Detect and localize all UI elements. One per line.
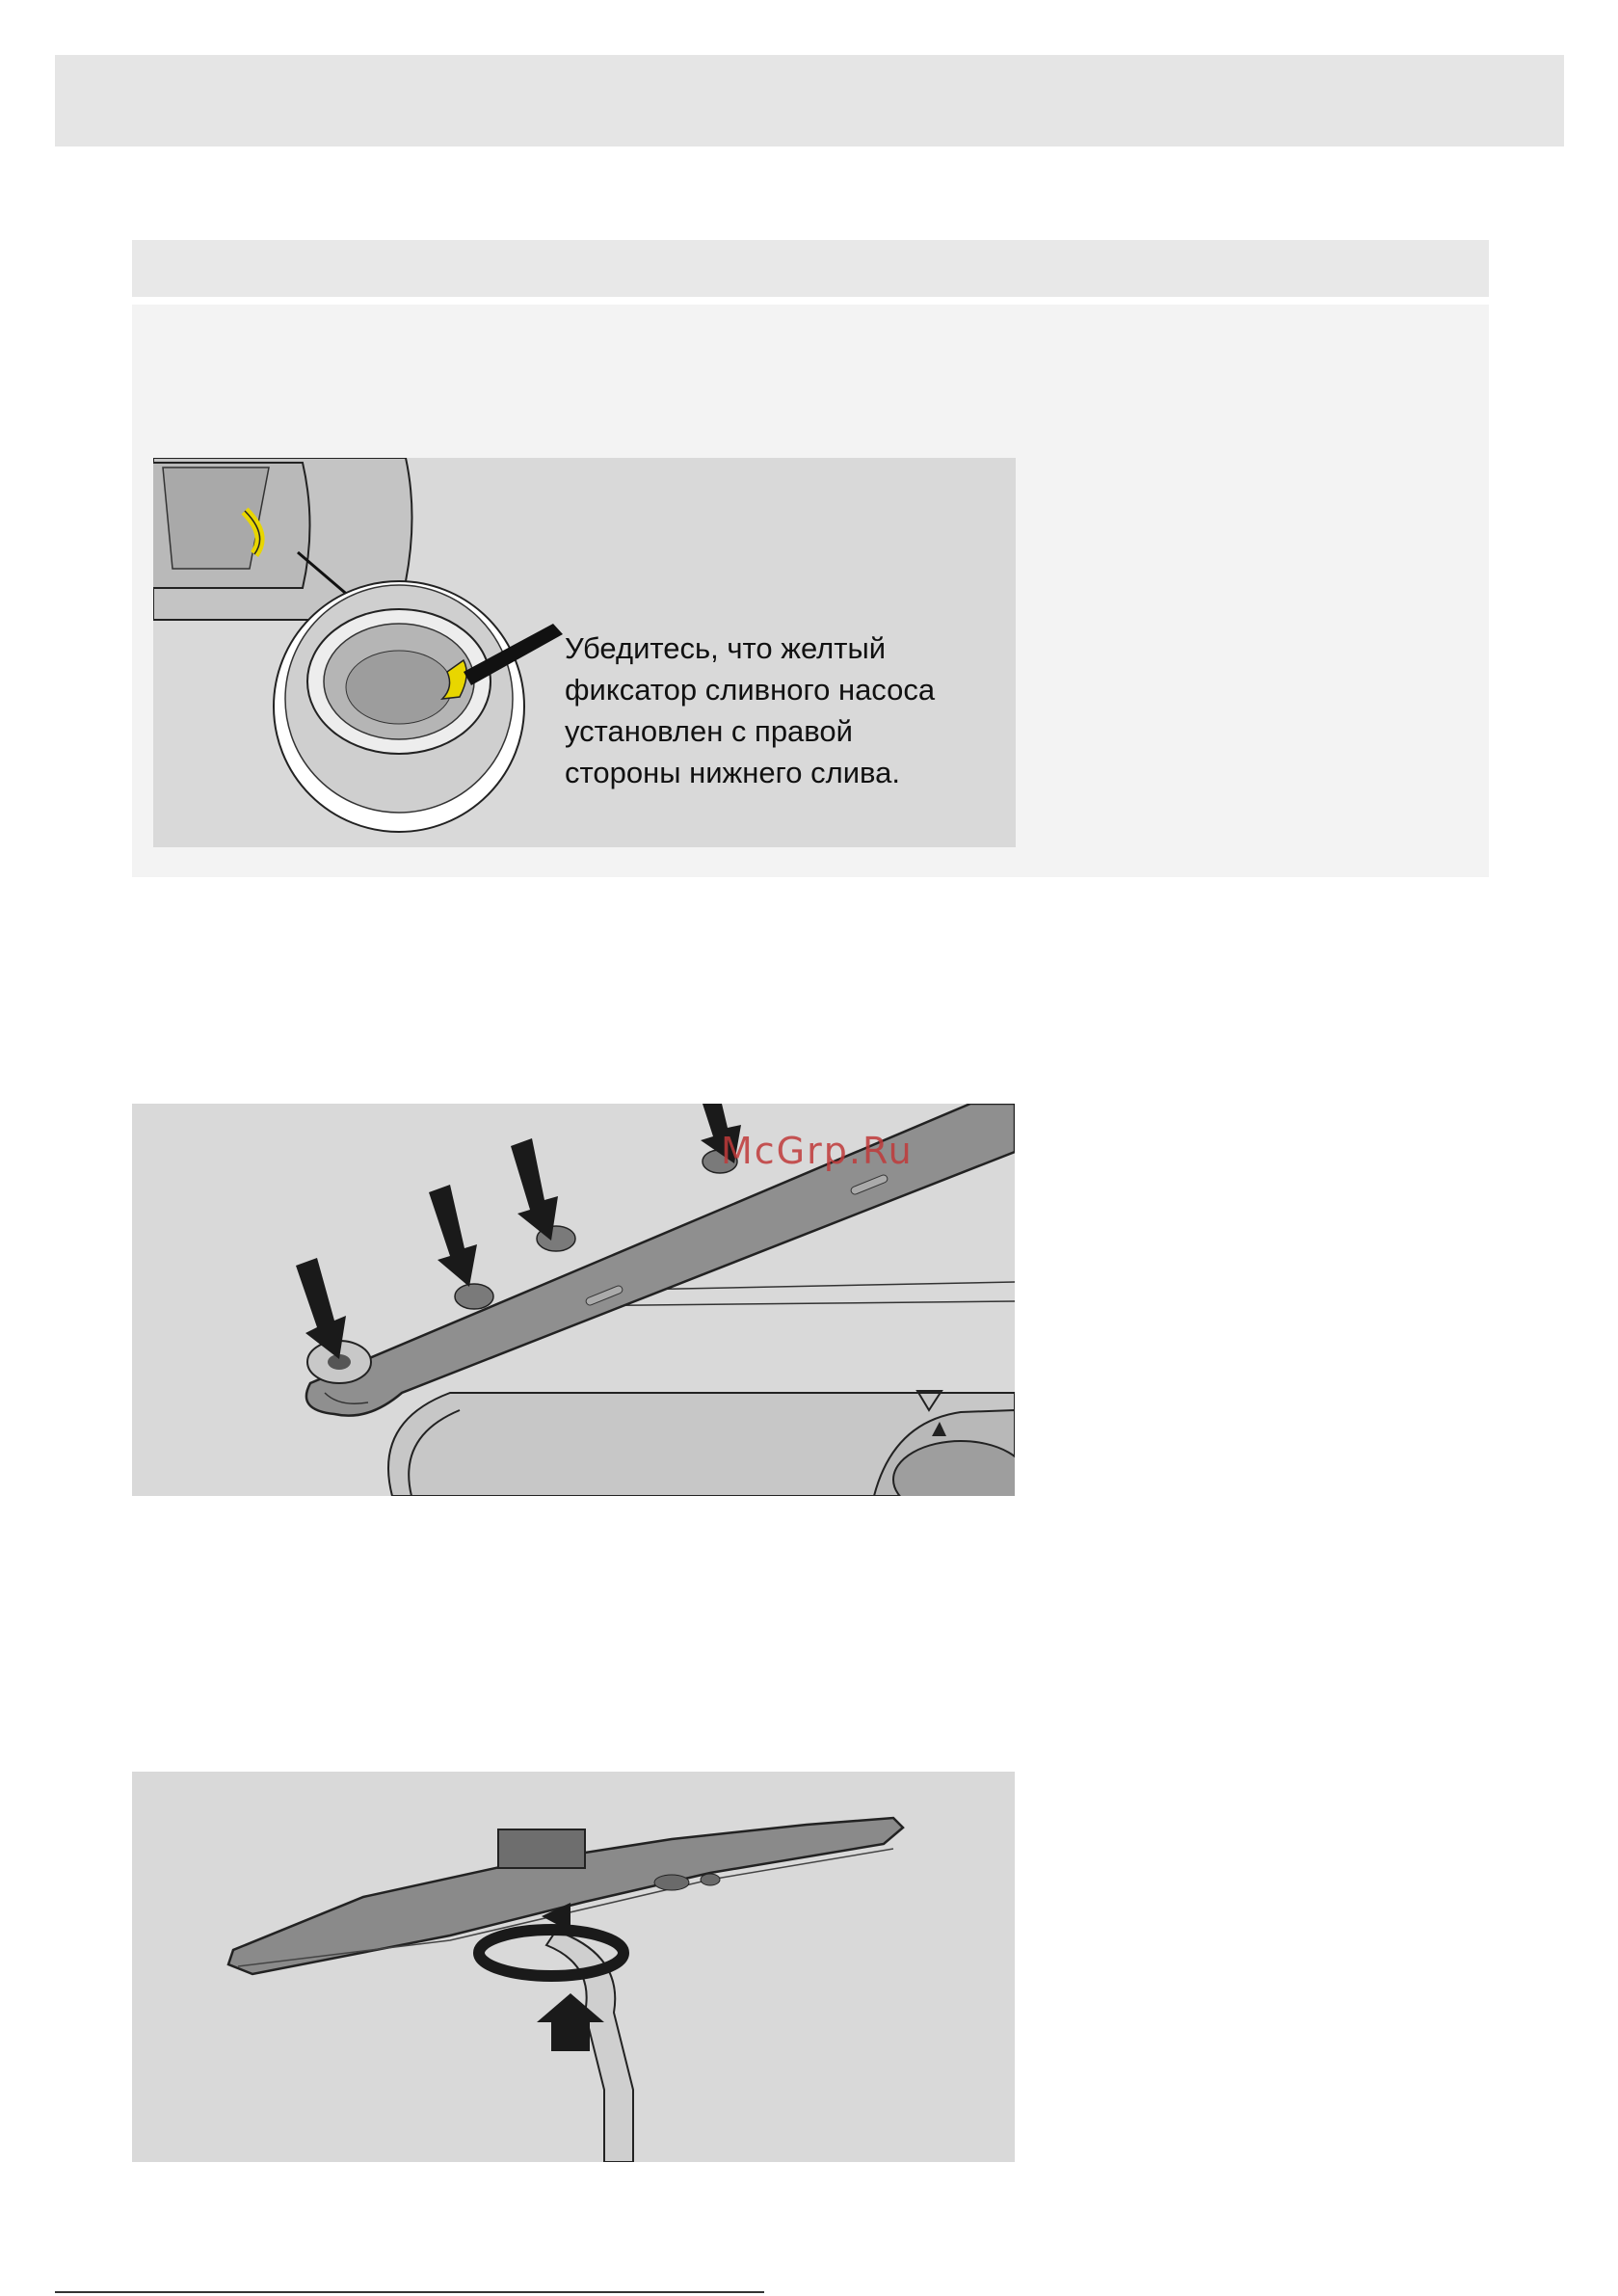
footer-rule: [55, 2291, 764, 2293]
figure-spray-arm-rotate: [132, 1772, 1015, 2162]
section-title-band: [132, 240, 1489, 297]
rotate-arm-illustration: [132, 1772, 1015, 2162]
figure-drain-latch: [153, 458, 1016, 847]
callout-line-4: стороны нижнего слива.: [565, 756, 900, 789]
page-header-band: [55, 55, 1564, 147]
watermark-text: McGrp.Ru: [721, 1130, 914, 1172]
callout-line-3: установлен с правой: [565, 714, 853, 748]
latch-callout: [565, 627, 1008, 793]
callout-line-2: фиксатор сливного насоса: [565, 673, 936, 707]
callout-line-1: Убедитесь, что желтый: [565, 631, 887, 665]
figure-spray-arm-nozzles: [132, 1104, 1015, 1496]
